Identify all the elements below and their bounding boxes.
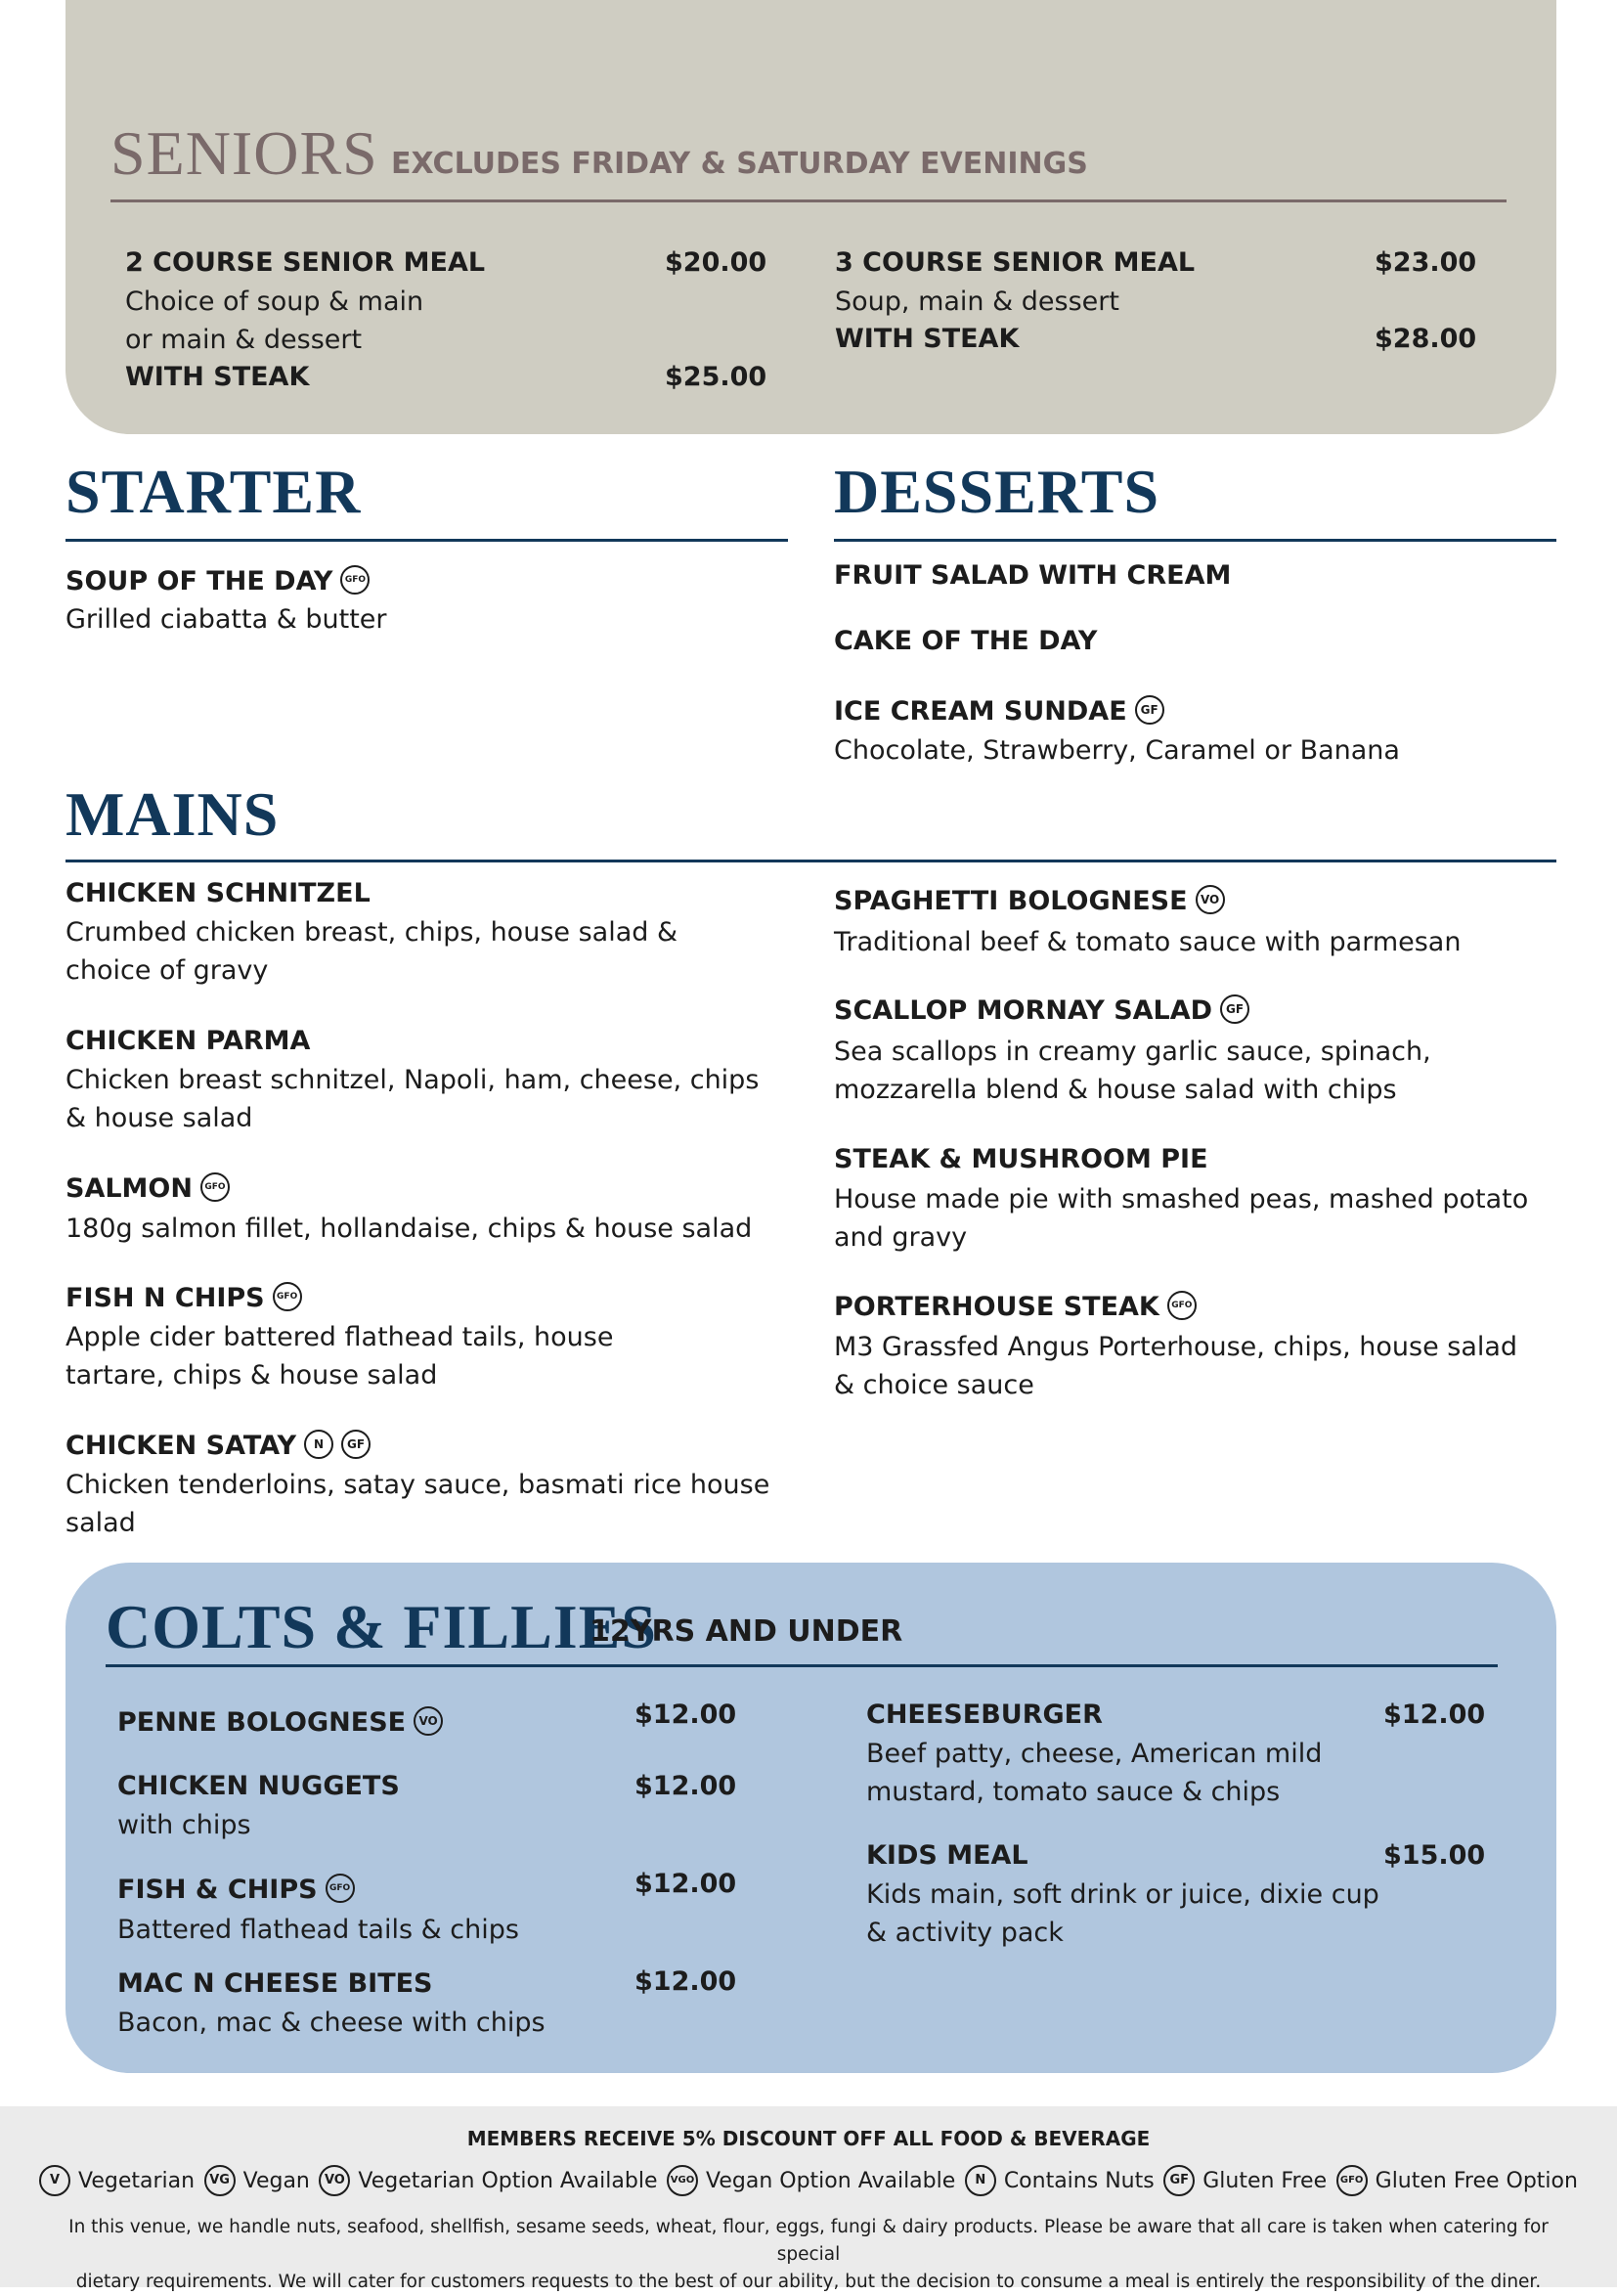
menu-item-name: SPAGHETTI BOLOGNESE VO [834, 886, 1225, 917]
menu-item-desc: Battered flathead tails & chips [117, 1915, 519, 1945]
starter-heading: STARTER [66, 457, 362, 526]
senior-steak-label: WITH STEAK [125, 362, 310, 392]
legend-item [319, 2165, 657, 2196]
legend-label: Gluten Free Option [1375, 2168, 1578, 2193]
disclaimer-line: In this venue, we handle nuts, seafood, shellfish, sesame seeds, wheat, flour, eggs, fungi & dairy products. Please be aware that all care is taken when catering for special [68, 2217, 1549, 2265]
contains-nuts-icon: N [965, 2165, 996, 2196]
legend-label: Contains Nuts [1003, 2168, 1155, 2193]
menu-item-desc: Beef patty, cheese, American mild [866, 1739, 1323, 1769]
mains-heading: MAINS [66, 779, 280, 849]
menu-item-desc: 180g salmon fillet, hollandaise, chips & house salad [66, 1214, 753, 1244]
legend-item [965, 2165, 1155, 2196]
gluten-free-option-icon: GFO [273, 1282, 302, 1311]
menu-item-price: $12.00 [634, 1771, 737, 1801]
menu-item-name: CHICKEN SCHNITZEL [66, 878, 371, 908]
menu-item-desc: Grilled ciabatta & butter [66, 604, 387, 635]
menu-item-name: SALMON GFO [66, 1173, 230, 1205]
senior-item-desc: or main & dessert [125, 325, 363, 355]
senior-steak-price: $28.00 [1375, 324, 1477, 354]
colts-subtitle: 12YRS AND UNDER [590, 1614, 903, 1649]
menu-item-name: PENNE BOLOGNESE VO [117, 1707, 443, 1739]
menu-item-price: $12.00 [1383, 1700, 1486, 1730]
menu-item-name: MAC N CHEESE BITES [117, 1968, 433, 1999]
members-discount-note: MEMBERS RECEIVE 5% DISCOUNT OFF ALL FOOD & BEVERAGE [466, 2127, 1151, 2150]
legend-label: Vegetarian [78, 2168, 196, 2193]
gluten-free-icon: GF [1135, 695, 1164, 725]
menu-item-name: KIDS MEAL [866, 1840, 1028, 1871]
menu-item-desc: M3 Grassfed Angus Porterhouse, chips, house salad [834, 1332, 1518, 1362]
desserts-heading: DESSERTS [834, 457, 1160, 526]
legend-label: Vegetarian Option Available [358, 2168, 658, 2193]
senior-steak-price: $25.00 [665, 362, 767, 392]
menu-item-name: CHEESEBURGER [866, 1700, 1103, 1730]
gluten-free-option-icon: GFO [340, 565, 370, 595]
legend-label: Gluten Free [1202, 2168, 1328, 2193]
menu-item-name: FRUIT SALAD WITH CREAM [834, 560, 1232, 591]
menu-item-desc: Chicken tenderloins, satay sauce, basmati rice house [66, 1470, 770, 1500]
gluten-free-icon: GF [341, 1430, 371, 1459]
vegetarian-icon: V [39, 2165, 70, 2196]
colts-heading: COLTS & FILLIES [106, 1592, 657, 1661]
menu-item-price: $12.00 [634, 1966, 737, 1997]
menu-item-desc: Bacon, mac & cheese with chips [117, 2008, 546, 2038]
menu-item-price: $12.00 [634, 1869, 737, 1899]
menu-item-desc: Traditional beef & tomato sauce with parmesan [834, 927, 1462, 957]
menu-item-desc: with chips [117, 1810, 251, 1840]
allergen-disclaimer [59, 2214, 1558, 2296]
seniors-title: SENIORS [110, 118, 378, 188]
menu-item-desc: mozzarella blend & house salad with chips [834, 1075, 1397, 1105]
menu-item-desc: Kids main, soft drink or juice, dixie cup [866, 1879, 1379, 1910]
menu-item-desc: & activity pack [866, 1918, 1064, 1948]
menu-item-name: PORTERHOUSE STEAK GFO [834, 1292, 1197, 1323]
menu-item-name: CAKE OF THE DAY [834, 626, 1098, 656]
senior-item-price: $20.00 [665, 247, 767, 278]
legend-item [39, 2165, 195, 2196]
senior-item-desc: Soup, main & dessert [835, 287, 1119, 317]
menu-item-price: $15.00 [1383, 1840, 1486, 1871]
legend-item [1336, 2165, 1578, 2196]
menu-item-name: ICE CREAM SUNDAE GF [834, 696, 1164, 728]
menu-item-desc: Chocolate, Strawberry, Caramel or Banana [834, 735, 1400, 766]
gluten-free-option-icon: GFO [1167, 1291, 1197, 1320]
legend-item [1163, 2165, 1327, 2196]
menu-item-name: FISH & CHIPS GFO [117, 1875, 355, 1906]
menu-item-price: $12.00 [634, 1700, 737, 1730]
vegetarian-option-icon: VO [1196, 885, 1225, 914]
legend-item [667, 2165, 955, 2196]
menu-item-desc: choice of gravy [66, 955, 269, 986]
senior-item-desc: Choice of soup & main [125, 287, 424, 317]
legend-label: Vegan Option Available [706, 2168, 956, 2193]
contains-nuts-icon: N [304, 1430, 333, 1459]
colts-divider [106, 1664, 1498, 1667]
menu-item-name: FISH N CHIPS GFO [66, 1283, 302, 1314]
vegan-icon: VG [204, 2165, 236, 2196]
menu-item-name: CHICKEN NUGGETS [117, 1771, 400, 1801]
senior-item-name: 3 COURSE SENIOR MEAL [835, 247, 1196, 278]
legend-label: Vegan [242, 2168, 310, 2193]
menu-item-desc: Crumbed chicken breast, chips, house salad & [66, 917, 678, 948]
menu-item-name: CHICKEN SATAY N GF [66, 1431, 371, 1462]
gluten-free-option-icon: GFO [326, 1874, 355, 1903]
senior-steak-label: WITH STEAK [835, 324, 1020, 354]
seniors-divider [110, 199, 1507, 202]
vegetarian-option-icon: VO [319, 2165, 350, 2196]
menu-item-desc: mustard, tomato sauce & chips [866, 1777, 1281, 1807]
menu-item-desc: Chicken breast schnitzel, Napoli, ham, cheese, chips [66, 1065, 760, 1095]
gluten-free-icon: GF [1163, 2165, 1195, 2196]
menu-item-name: SCALLOP MORNAY SALAD GF [834, 995, 1249, 1027]
gluten-free-option-icon: GFO [1336, 2165, 1368, 2196]
disclaimer-line: dietary requirements. We will cater for customers requests to the best of our ability, but the decision to consume a meal is entirely the responsibility of the diner. [75, 2272, 1542, 2292]
starter-divider [66, 539, 788, 542]
menu-item-desc: & choice sauce [834, 1370, 1034, 1400]
seniors-subtitle: EXCLUDES FRIDAY & SATURDAY EVENINGS [391, 147, 1088, 181]
menu-item-desc: tartare, chips & house salad [66, 1360, 438, 1391]
mains-divider [66, 860, 1556, 862]
vegan-option-icon: VGO [667, 2165, 698, 2196]
menu-item-desc: Sea scallops in creamy garlic sauce, spinach, [834, 1037, 1431, 1067]
dietary-legend [39, 2165, 1578, 2196]
menu-item-name: CHICKEN PARMA [66, 1026, 311, 1056]
menu-item-desc: Apple cider battered flathead tails, house [66, 1322, 614, 1352]
gluten-free-option-icon: GFO [200, 1172, 230, 1202]
menu-item-name: STEAK & MUSHROOM PIE [834, 1144, 1208, 1174]
menu-item-desc: & house salad [66, 1103, 253, 1133]
menu-item-desc: House made pie with smashed peas, mashed potato [834, 1184, 1529, 1214]
legend-item [204, 2165, 310, 2196]
vegetarian-option-icon: VO [414, 1706, 443, 1736]
senior-item-name: 2 COURSE SENIOR MEAL [125, 247, 486, 278]
senior-item-price: $23.00 [1375, 247, 1477, 278]
gluten-free-icon: GF [1220, 994, 1249, 1024]
menu-item-name: SOUP OF THE DAY GFO [66, 566, 370, 597]
menu-item-desc: salad [66, 1508, 136, 1538]
menu-item-desc: and gravy [834, 1222, 968, 1253]
desserts-divider [834, 539, 1556, 542]
